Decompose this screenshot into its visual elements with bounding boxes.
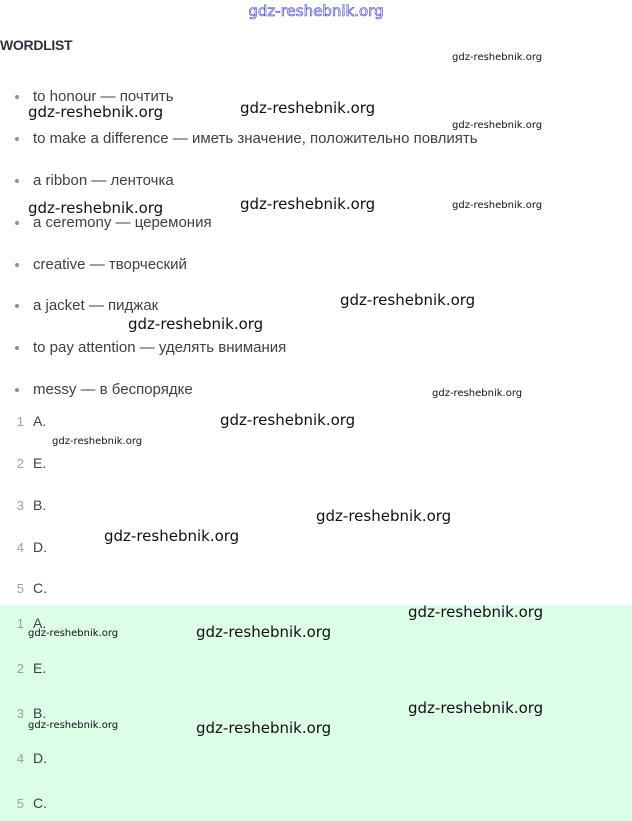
answer-letter: A. [33,413,47,429]
watermark: gdz-reshebnik.org [340,291,476,309]
answer-number: 2 [16,660,24,676]
watermark: gdz-reshebnik.org [408,699,544,717]
word-text: to make a difference — иметь значение, положительно повлиять [33,129,478,147]
answer-number: 3 [16,705,24,721]
answer-row [0,535,47,559]
word-item [15,252,187,276]
watermark: gdz-reshebnik.org [408,603,544,621]
answer-number: 4 [16,539,24,555]
word-item [15,126,478,150]
answer-row [0,493,46,517]
word-text: creative — творческий [33,255,187,273]
answer-number: 4 [16,750,24,766]
word-text: a ribbon — ленточка [33,171,174,189]
watermark: gdz-reshebnik.org [28,628,119,639]
watermark: gdz-reshebnik.org [316,507,452,525]
wordlist-title: WORDLIST [0,37,73,53]
watermark: gdz-reshebnik.org [196,623,332,641]
bullet-icon [15,137,19,141]
answer-number: 3 [16,497,24,513]
watermark: gdz-reshebnik.org [28,103,164,121]
answer-number: 5 [16,795,24,811]
answer-number: 1 [16,413,24,429]
answer-number: 1 [16,615,24,631]
watermark: gdz-reshebnik.org [128,315,264,333]
word-text: a ceremony — церемония [33,213,212,231]
watermark: gdz-reshebnik.org [28,720,119,731]
word-text: a jacket — пиджак [33,296,159,314]
answer-row [0,409,46,433]
answer-letter: C. [33,795,47,811]
word-item [15,168,174,192]
watermark: gdz-reshebnik.org [104,527,240,545]
word-item [15,335,286,359]
bullet-icon [15,346,19,350]
answer-letter: B. [33,497,47,513]
answer-number: 5 [16,580,24,596]
watermark: gdz-reshebnik.org [452,200,543,211]
answer-row [0,791,47,815]
watermark: gdz-reshebnik.org [196,719,332,737]
bullet-icon [15,179,19,183]
word-item [15,377,193,401]
bullet-icon [15,388,19,392]
bullet-icon [15,263,19,267]
answer-letter: D. [33,750,47,766]
answer-letter: D. [33,539,47,555]
answer-row [0,576,47,600]
answer-letter: A. [33,615,47,631]
answer-letter: C. [33,580,47,596]
answer-number: 2 [16,455,24,471]
answer-row [0,746,47,770]
watermark: gdz-reshebnik.org [240,195,376,213]
answer-letter: E. [33,660,47,676]
bullet-icon [15,304,19,308]
word-text: to honour — почтить [33,87,174,105]
watermark: gdz-reshebnik.org [220,411,356,429]
bullet-icon [15,95,19,99]
watermark: gdz-reshebnik.org [452,52,543,63]
word-text: messy — в беспорядке [33,380,193,398]
watermark: gdz-reshebnik.org [28,199,164,217]
answer-letter: E. [33,455,47,471]
watermark: gdz-reshebnik.org [240,99,376,117]
bullet-icon [15,221,19,225]
answer-row [0,656,46,680]
watermark: gdz-reshebnik.org [52,436,143,447]
site-header: gdz-reshebnik.org [248,2,384,20]
word-item [15,293,158,317]
answer-letter: B. [33,705,47,721]
watermark: gdz-reshebnik.org [432,388,523,399]
watermark: gdz-reshebnik.org [452,120,543,131]
word-text: to pay attention — уделять внимания [33,338,287,356]
answer-row [0,451,46,475]
